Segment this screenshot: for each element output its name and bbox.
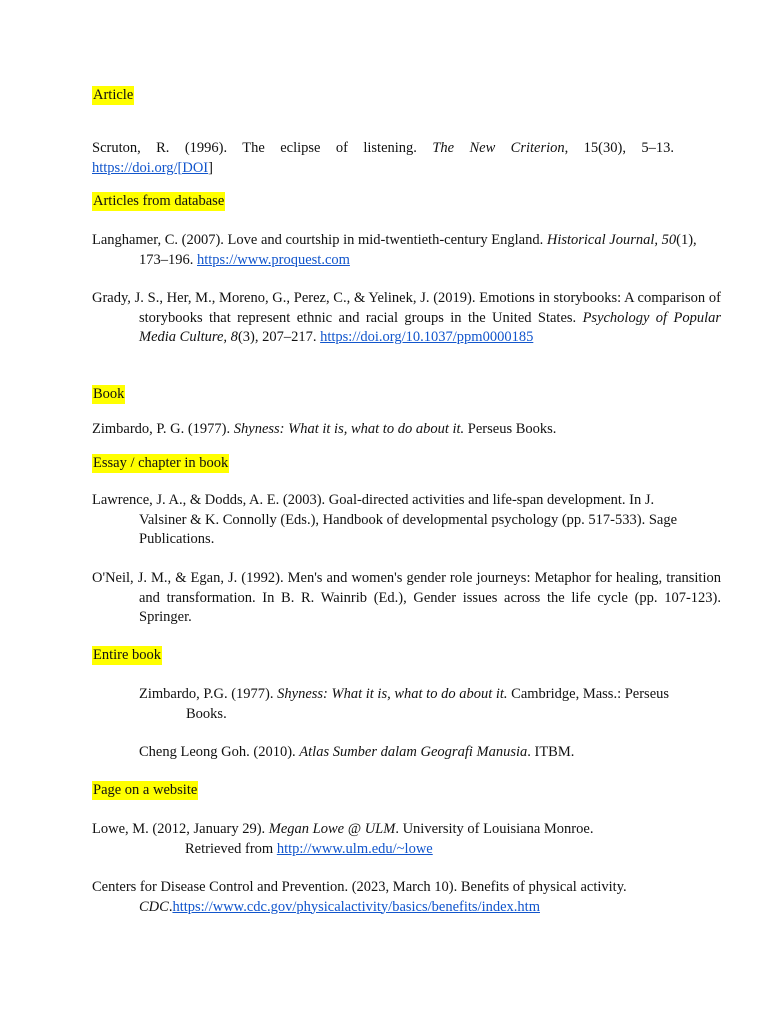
section-heading-article: Article — [93, 87, 134, 103]
reference-text: Lawrence, J. A., & Dodds, A. E. (2003). Goal-directed activities and life-span development. In J. Valsiner & K. Connolly (Eds.), Handbook of developmental psychology (pp. 517-533). Sage Publications. — [92, 492, 678, 547]
reference-text: Perseus Books. — [464, 421, 557, 437]
reference-entry — [139, 685, 701, 724]
reference-text: . University of Louisiana Monroe. — [395, 821, 594, 837]
section-website — [92, 781, 674, 801]
proquest-link[interactable]: https://www.proquest.com — [197, 251, 350, 268]
book-title: Shyness: What it is, what to do about it. — [233, 421, 465, 437]
reference-entry — [92, 420, 721, 440]
reference-text: Retrieved from — [185, 840, 277, 857]
reference-text: Lowe, M. (2012, January 29). — [92, 821, 269, 837]
reference-entry — [92, 820, 674, 859]
reference-text: (3), 207–217. — [237, 329, 321, 345]
reference-text: ] — [208, 159, 213, 176]
reference-text: Scruton, R. (1996). The eclipse of listening. — [92, 140, 433, 156]
reference-text: . — [168, 898, 173, 915]
reference-text: Zimbardo, P.G. (1977). — [139, 686, 278, 702]
section-entire-book — [92, 646, 674, 666]
reference-entry — [92, 139, 674, 178]
journal-title: Psychology of Popular Media Culture, 8 — [139, 309, 721, 345]
reference-entry — [92, 878, 721, 917]
reference-text: Zimbardo, P. G. (1977). — [92, 421, 234, 437]
journal-title: The New Criterion — [432, 140, 565, 156]
reference-text: Cambridge, Mass.: Perseus Books. — [186, 686, 670, 722]
section-database — [92, 192, 674, 212]
section-article — [92, 86, 674, 106]
reference-entry — [139, 743, 701, 763]
reference-text: Langhamer, C. (2007). Love and courtship in mid-twentieth-century England. — [92, 232, 547, 248]
reference-text: Cheng Leong Goh. (2010). — [139, 744, 300, 760]
reference-entry — [92, 289, 721, 348]
reference-text: Centers for Disease Control and Prevention. (2023, March 10). Benefits of physical activity. — [92, 879, 627, 895]
section-heading-book: Book — [93, 386, 125, 402]
doi-link[interactable]: https://doi.org/[DOI — [92, 159, 209, 176]
reference-text: Grady, J. S., Her, M., Moreno, G., Perez, C., & Yelinek, J. (2019). Emotions in storybooks: A comparison of storybooks that represent ethnic and racial groups in the United States. — [92, 290, 721, 326]
reference-text: (1), 173–196. — [139, 232, 697, 268]
website-title: Megan Lowe @ ULM — [268, 821, 396, 837]
doi-link[interactable]: https://doi.org/10.1037/ppm0000185 — [320, 329, 534, 345]
section-heading-website: Page on a website — [93, 782, 198, 798]
reference-entry — [92, 231, 721, 270]
ulm-link[interactable]: http://www.ulm.edu/~lowe — [276, 840, 433, 857]
section-book — [92, 385, 674, 405]
book-title: Atlas Sumber dalam Geografi Manusia — [299, 744, 528, 760]
reference-text: . ITBM. — [527, 744, 575, 760]
section-heading-chapter: Essay / chapter in book — [93, 455, 229, 471]
section-heading-entire-book: Entire book — [93, 647, 162, 663]
section-heading-database: Articles from database — [93, 193, 225, 209]
book-title: Shyness: What it is, what to do about it. — [277, 686, 508, 702]
reference-text: , 15(30), 5–13. — [564, 140, 674, 156]
reference-entry — [92, 491, 679, 550]
reference-text: O'Neil, J. M., & Egan, J. (1992). Men's and women's gender role journeys: Metaphor for healing, transition and transformation. In B. R. Wainrib (Ed.), Gender issues across the life cycle (pp. 107-123). Springer. — [92, 570, 721, 625]
section-chapter — [92, 454, 674, 474]
reference-entry — [92, 569, 721, 628]
cdc-link[interactable]: https://www.cdc.gov/physicalactivity/basics/benefits/index.htm — [172, 898, 540, 915]
website-title: CDC — [139, 898, 169, 915]
journal-title: Historical Journal, 50 — [546, 232, 677, 248]
